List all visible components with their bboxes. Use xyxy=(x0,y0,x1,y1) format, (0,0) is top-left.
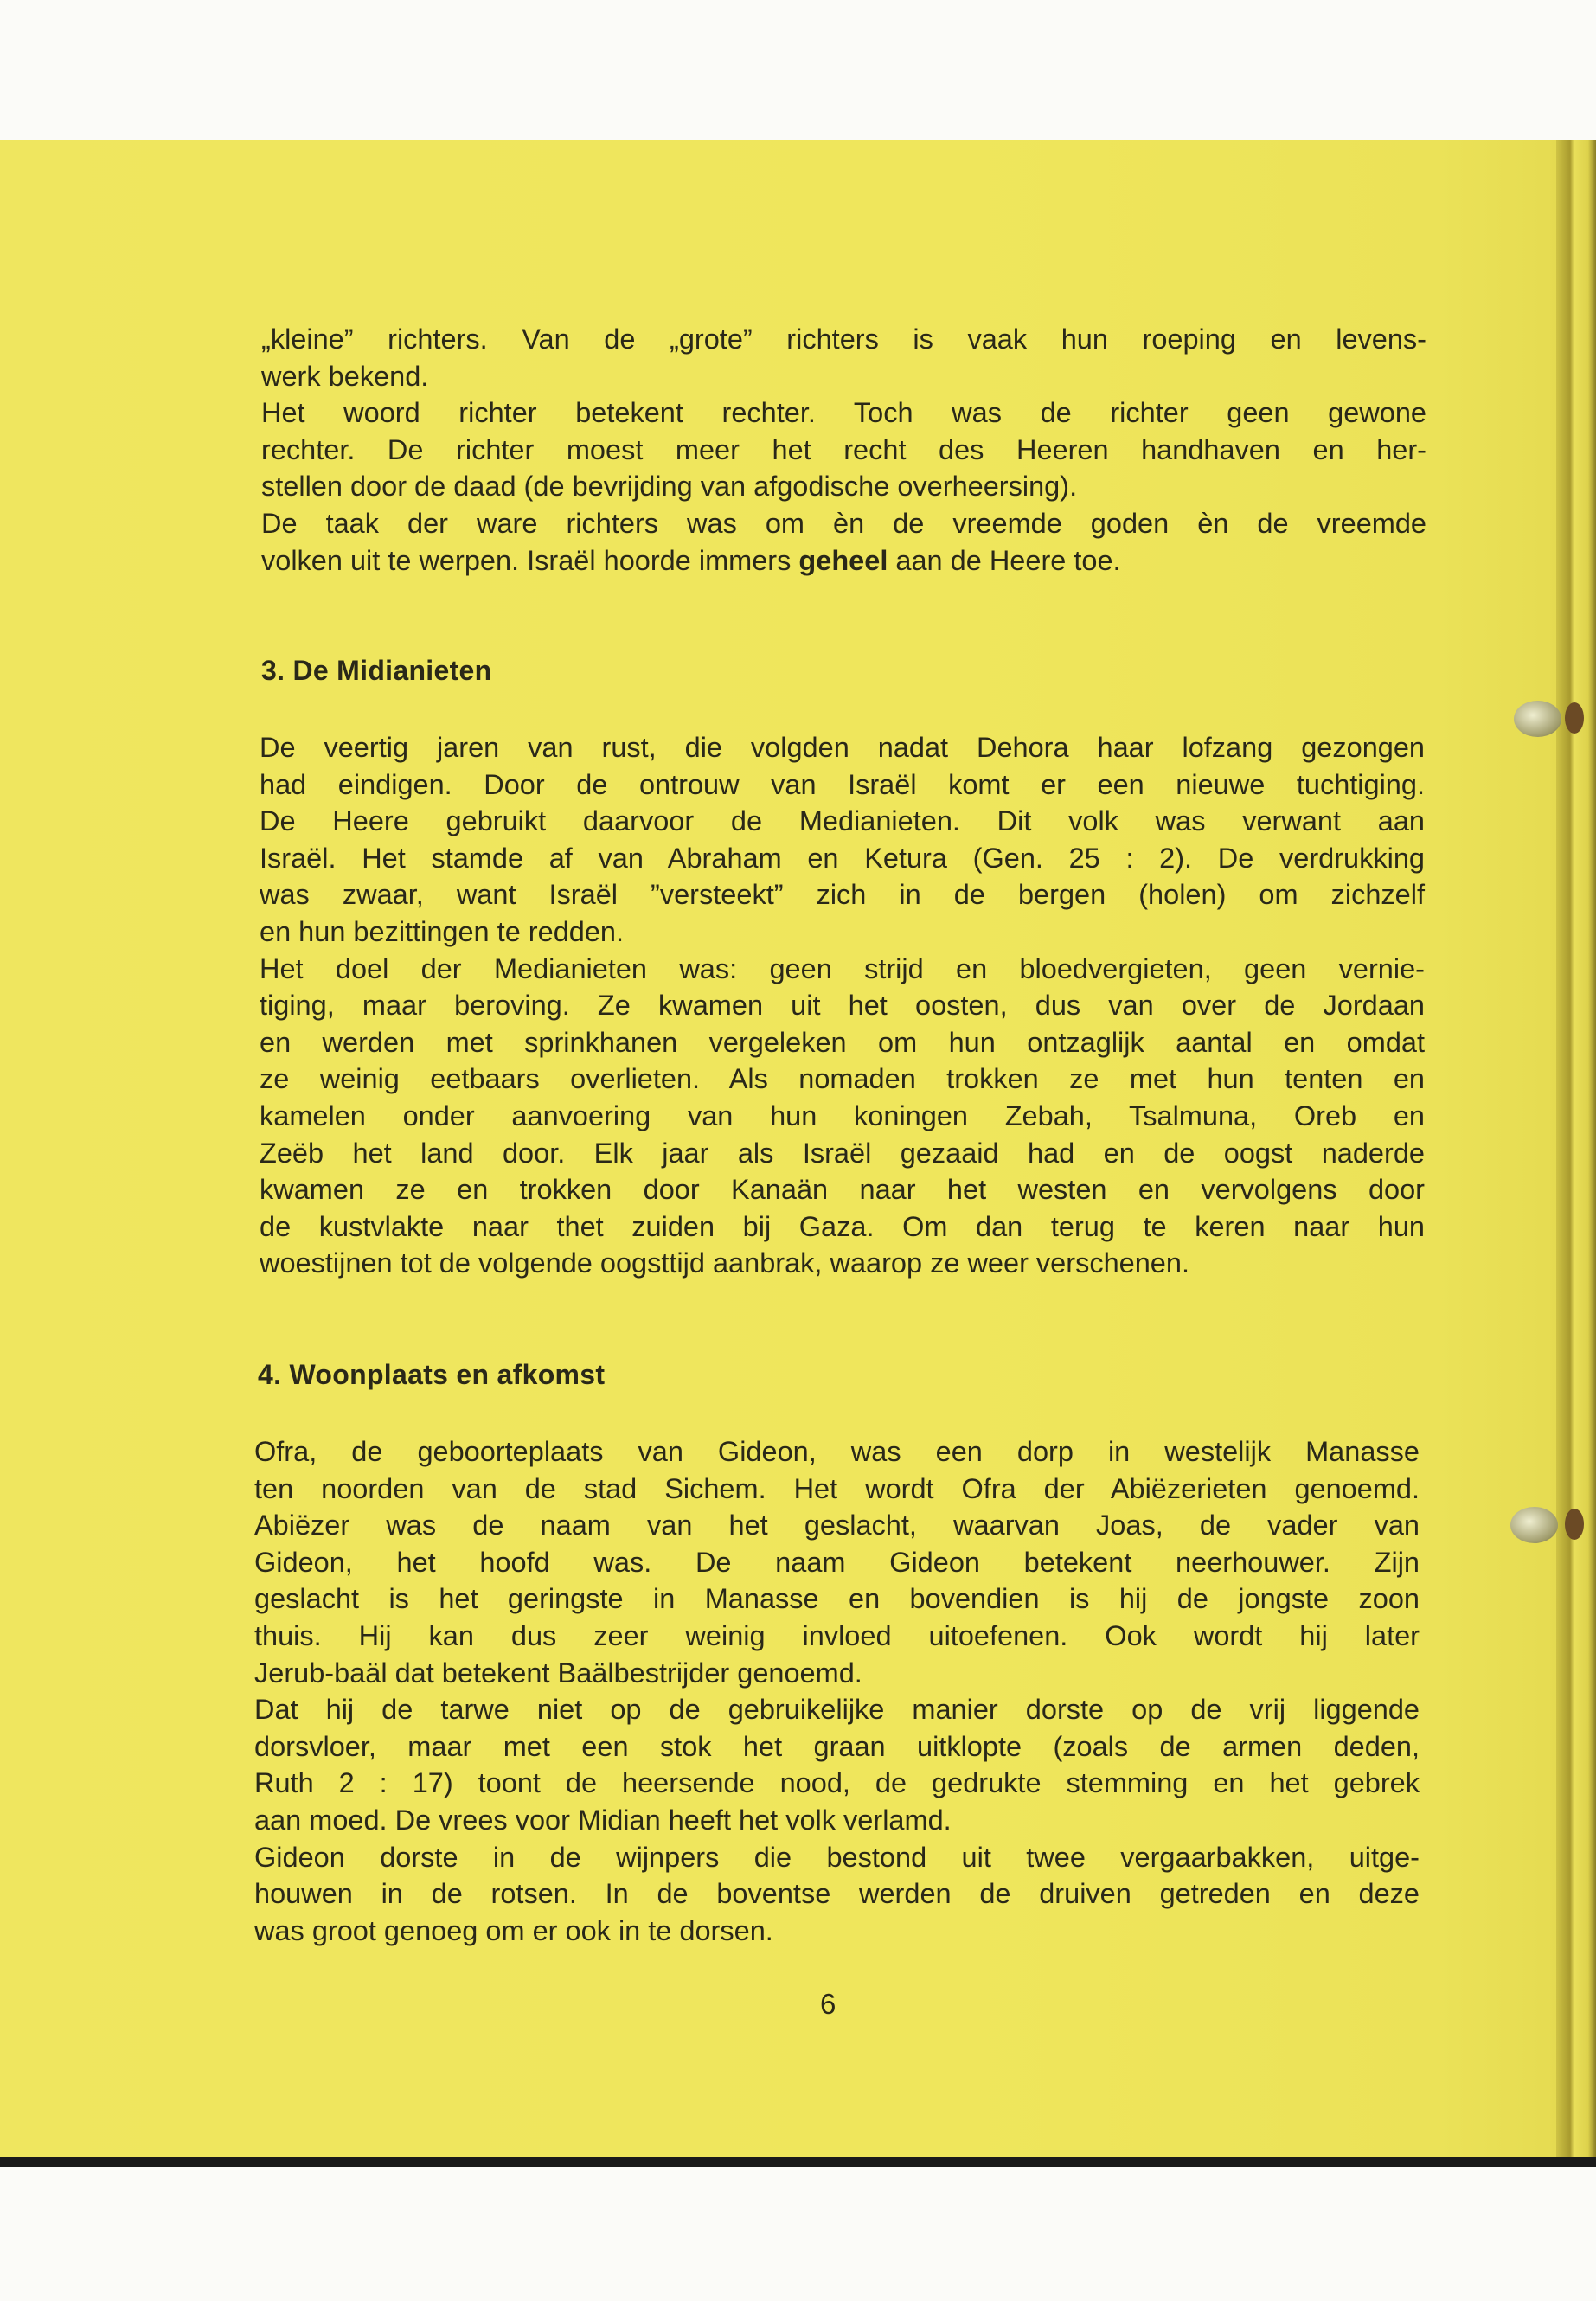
text-line: Ruth 2 : 17) toont de heersende nood, de gedrukte stemming en het gebrek xyxy=(254,1767,1420,1799)
text-line: tiging, maar beroving. Ze kwamen uit het oosten, dus van over de Jordaan xyxy=(260,990,1425,1022)
binder-edge xyxy=(1556,140,1596,2157)
text-line: Dat hij de tarwe niet op de gebruikelijke manier dorste op de vrij liggende xyxy=(254,1694,1420,1726)
section-3-heading: 3. De Midianieten xyxy=(261,655,492,686)
text-line: De taak der ware richters was om èn de vreemde goden èn de vreemde xyxy=(261,507,1426,539)
text-segment: aan de Heere toe. xyxy=(888,544,1121,576)
text-segment: volken uit te werpen. Israël hoorde immers xyxy=(261,544,799,576)
text-line: Het doel der Medianieten was: geen strijd en bloedvergieten, geen vernie- xyxy=(260,952,1425,984)
binder-ring-icon xyxy=(1514,701,1561,737)
text-line: Ofra, de geboorteplaats van Gideon, was een dorp in westelijk Manasse xyxy=(254,1436,1420,1467)
text-line: geslacht is het geringste in Manasse en bovendien is hij de jongste zoon xyxy=(254,1583,1420,1615)
page-number: 6 xyxy=(820,1988,836,2020)
text-line: de kustvlakte naar thet zuiden bij Gaza. Om dan terug te keren naar hun xyxy=(260,1210,1425,1242)
binder-hole-icon xyxy=(1565,702,1584,734)
text-line: dorsvloer, maar met een stok het graan uitklopte (zoals de armen deden, xyxy=(254,1730,1420,1762)
text-line: Gideon dorste in de wijnpers die bestond uit twee vergaarbakken, uitge- xyxy=(254,1841,1420,1873)
intro-paragraphs xyxy=(261,321,1426,579)
text-line: houwen in de rotsen. In de boventse werden de druiven getreden en deze xyxy=(254,1878,1420,1910)
text-line: was zwaar, want Israël ”versteekt” zich in de bergen (holen) om zichzelf xyxy=(260,879,1425,911)
text-line: Israël. Het stamde af van Abraham en Ketura (Gen. 25 : 2). De verdrukking xyxy=(260,842,1425,874)
section-4-heading: 4. Woonplaats en afkomst xyxy=(258,1359,606,1390)
text-line xyxy=(261,542,1426,580)
text-line: Het woord richter betekent rechter. Toch was de richter geen gewone xyxy=(261,397,1426,429)
text-line: De Heere gebruikt daarvoor de Medianieten. Dit volk was verwant aan xyxy=(260,805,1425,837)
text-line: Zeëb het land door. Elk jaar als Israël gezaaid had en de oogst naderde xyxy=(260,1137,1425,1169)
text-line: woestijnen tot de volgende oogsttijd aanbrak, waarop ze weer verschenen. xyxy=(260,1247,1189,1279)
binder-hole-icon xyxy=(1565,1509,1584,1540)
emphasis-text: geheel xyxy=(798,544,888,576)
text-line: De veertig jaren van rust, die volgden nadat Dehora haar lofzang gezongen xyxy=(260,732,1425,763)
text-line: was groot genoeg om er ook in te dorsen. xyxy=(254,1914,773,1946)
text-line: rechter. De richter moest meer het recht des Heeren handhaven en her- xyxy=(261,433,1426,465)
binder-ring-icon xyxy=(1510,1507,1558,1543)
text-line: had eindigen. Door de ontrouw van Israël komt er een nieuwe tuchtiging. xyxy=(260,768,1425,800)
page-bottom-edge xyxy=(0,2157,1596,2167)
text-line: „kleine” richters. Van de „grote” richters is vaak hun roeping en levens- xyxy=(261,324,1426,355)
text-line: ten noorden van de stad Sichem. Het wordt Ofra der Abiëzerieten genoemd. xyxy=(254,1472,1420,1504)
text-line: Gideon, het hoofd was. De naam Gideon betekent neerhouwer. Zijn xyxy=(254,1546,1420,1578)
text-line: stellen door de daad (de bevrijding van afgodische overheersing). xyxy=(261,471,1078,503)
text-line: kwamen ze en trokken door Kanaän naar het westen en vervolgens door xyxy=(260,1174,1425,1206)
text-line: werk bekend. xyxy=(261,360,429,392)
text-line: kamelen onder aanvoering van hun koningen Zebah, Tsalmuna, Oreb en xyxy=(260,1099,1425,1131)
text-line: ze weinig eetbaars overlieten. Als nomaden trokken ze met hun tenten en xyxy=(260,1063,1425,1095)
section-3-body xyxy=(260,729,1425,1282)
text-line: Abiëzer was de naam van het geslacht, waarvan Joas, de vader van xyxy=(254,1509,1420,1541)
section-4-body xyxy=(254,1433,1420,1949)
text-line: en werden met sprinkhanen vergeleken om hun ontzaglijk aantal en omdat xyxy=(260,1026,1425,1058)
text-line: thuis. Hij kan dus zeer weinig invloed uitoefenen. Ook wordt hij later xyxy=(254,1619,1420,1651)
text-line: en hun bezittingen te redden. xyxy=(260,915,625,947)
text-line: aan moed. De vrees voor Midian heeft het volk verlamd. xyxy=(254,1804,952,1836)
text-line: Jerub-baäl dat betekent Baälbestrijder genoemd. xyxy=(254,1657,862,1689)
